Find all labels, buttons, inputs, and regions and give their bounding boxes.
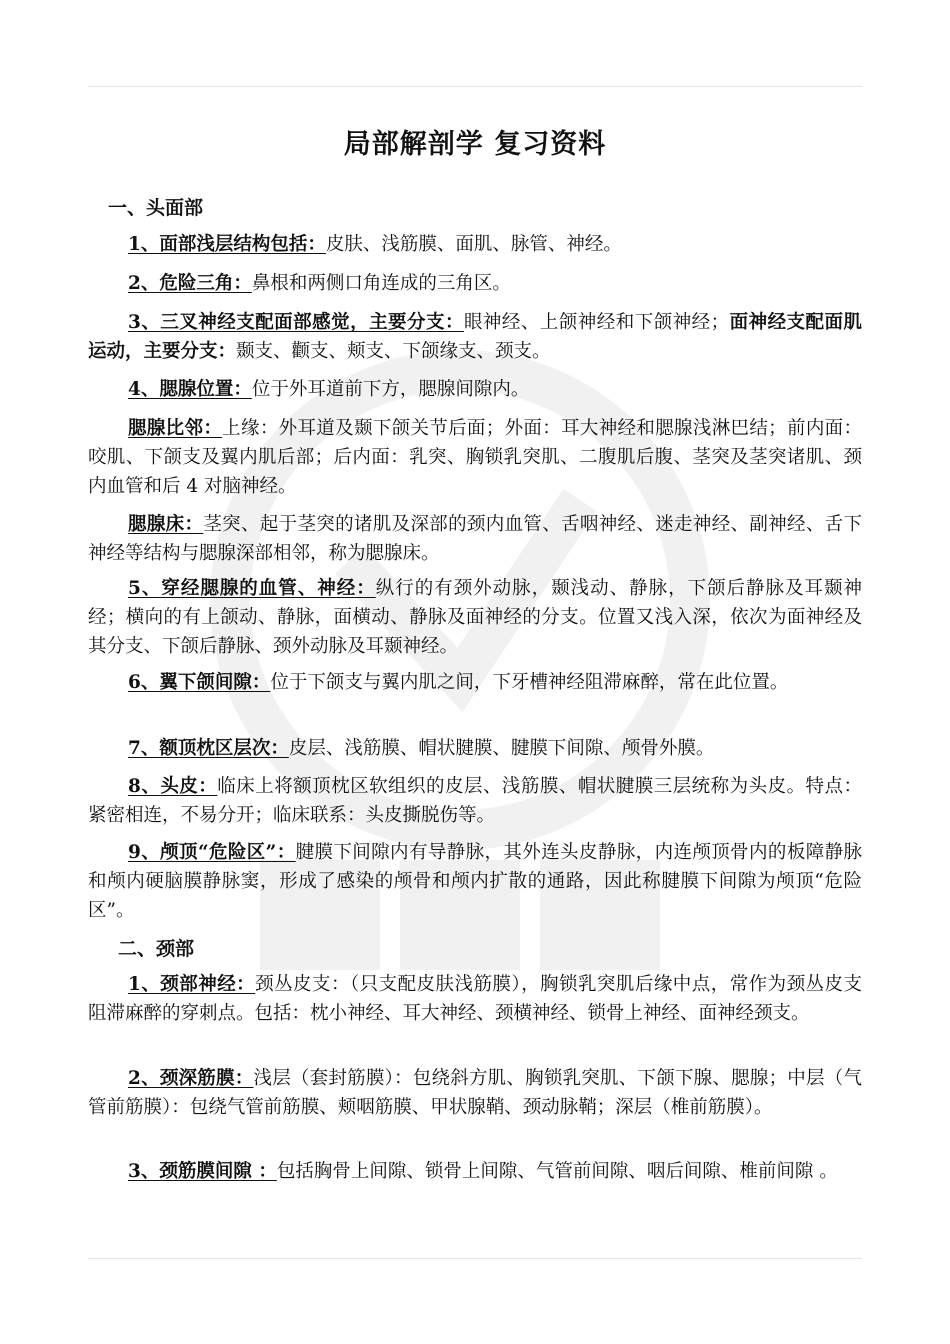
term-text: 临床上将额顶枕区软组织的皮层、浅筋膜、帽状腱膜三层统称为头皮。特点：紧密相连，不易分开；临床联系：头皮撕脱伤等。 (88, 776, 862, 826)
term-text: 浅层（套封筋膜）：包绕斜方肌、胸锁乳突肌、下颌下腺、腮腺；中层（气管前筋膜）：包绕气管前筋膜、颊咽筋膜、甲状腺鞘、颈动脉鞘；深层（椎前筋膜）。 (88, 1068, 862, 1118)
term-text: 纵行的有颈外动脉，颞浅动、静脉，下颌后静脉及耳颞神经；横向的有上颌动、静脉，面横动、静脉及面神经的分支。位置又浅入深，依次为面神经及其分支、下颌后静脉、颈外动脉及耳颞神经。 (88, 578, 862, 657)
term-label: 腮腺床： (128, 514, 204, 535)
paragraph-11 (88, 838, 862, 925)
term-text: 位于下颌支与翼内肌之间，下牙槽神经阻滞麻醉，常在此位置。 (270, 672, 789, 693)
term-text: 颈丛皮支：（只支配皮肤浅筋膜），胸锁乳突肌后缘中点，常作为颈丛皮支阻滞麻醉的穿刺点。包括：枕小神经、耳大神经、颈横神经、锁骨上神经、面神经颈支。 (88, 974, 862, 1024)
term-text: 鼻根和两侧口角连成的三角区。 (251, 273, 511, 294)
term-text: 包括胸骨上间隙、锁骨上间隙、气管前间隙、咽后间隙、椎前间隙 。 (276, 1161, 838, 1182)
term-label: 4、腮腺位置： (128, 379, 252, 400)
section-heading-neck: 二、颈部 (118, 938, 195, 960)
paragraph-14 (88, 1157, 862, 1186)
header-rule (88, 86, 862, 87)
term-label: 8、头皮： (128, 776, 218, 797)
paragraph-4 (88, 375, 862, 404)
term-text: 上缘：外耳道及颞下颌关节后面；外面：耳大神经和腮腺浅淋巴结；前内面：咬肌、下颌支及翼内肌后部；后内面：乳突、胸锁乳突肌、二腹肌后腹、茎突及茎突诸肌、颈内血管和后 4 对脑神经。 (88, 418, 862, 497)
term-text: 皮层、浅筋膜、帽状腱膜、腱膜下间隙、颅骨外膜。 (288, 738, 715, 759)
term-label: 1、颈部神经： (128, 974, 256, 995)
section-heading-head: 一、头面部 (108, 197, 204, 219)
term-text: 皮肤、浅筋膜、面肌、脉管、神经。 (325, 234, 622, 255)
term-label: 6、翼下颌间隙： (128, 672, 271, 693)
term-text-2: 颞支、颧支、颊支、下颌缘支、颈支。 (236, 341, 551, 362)
term-label: 1、面部浅层结构包括： (128, 234, 326, 255)
paragraph-6 (88, 510, 862, 568)
paragraph-10 (88, 772, 862, 830)
term-label: 3、三叉神经支配面部感觉，主要分支： (128, 312, 464, 333)
term-text: 位于外耳道前下方，腮腺间隙内。 (251, 379, 530, 400)
term-label: 5、穿经腮腺的血管、神经： (128, 578, 376, 599)
paragraph-12 (88, 970, 862, 1028)
paragraph-1 (88, 230, 862, 259)
term-label: 腮腺比邻： (128, 418, 223, 439)
term-label: 2、颈深筋膜： (128, 1068, 254, 1089)
term-text: 茎突、起于茎突的诸肌及深部的颈内血管、舌咽神经、迷走神经、副神经、舌下神经等结构与腮腺深部相邻，称为腮腺床。 (88, 514, 862, 564)
term-label: 7、额顶枕区层次： (128, 738, 289, 759)
paragraph-9 (88, 734, 862, 763)
term-text: 眼神经、上颌神经和下颌神经； (463, 312, 730, 333)
term-label: 2、危险三角： (128, 273, 252, 294)
paragraph-3 (88, 308, 862, 366)
paragraph-2 (88, 269, 862, 298)
term-bold-text: 面神经支配面肌运动，主要分支： (88, 312, 862, 362)
paragraph-7 (88, 574, 862, 661)
term-label: 3、颈筋膜间隙 ： (128, 1161, 277, 1182)
term-label: 9、颅顶“危险区”： (128, 842, 296, 863)
paragraph-13 (88, 1064, 862, 1122)
paragraph-8 (88, 668, 862, 697)
term-text: 腱膜下间隙内有导静脉，其外连头皮静脉，内连颅顶骨内的板障静脉和颅内硬脑膜静脉窦，形成了感染的颅骨和颅内扩散的通路，因此称腱膜下间隙为颅顶“危险区”。 (88, 842, 862, 921)
footer-rule (88, 1258, 862, 1259)
paragraph-5 (88, 414, 862, 501)
page-title: 局部解剖学 复习资料 (343, 129, 607, 160)
